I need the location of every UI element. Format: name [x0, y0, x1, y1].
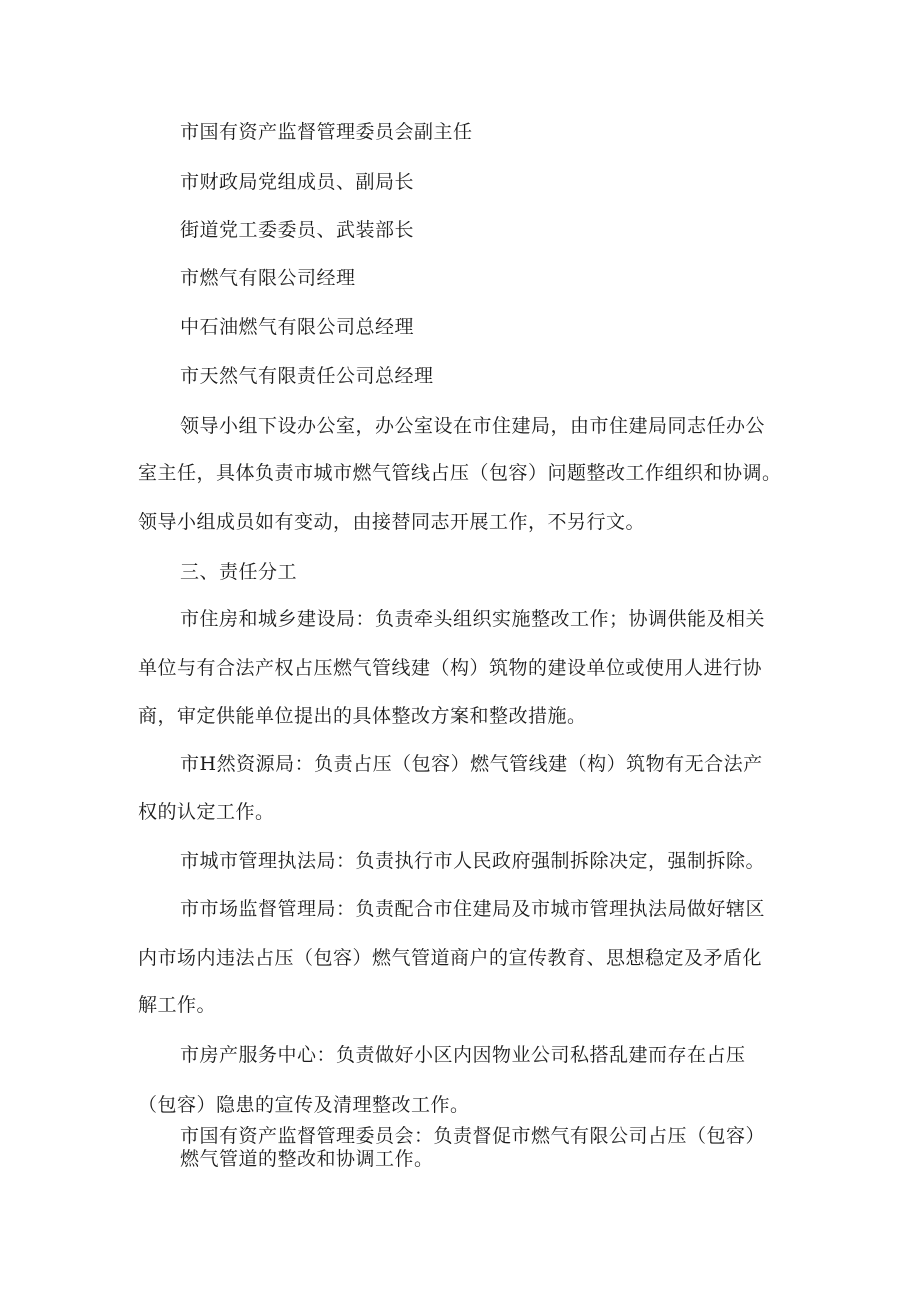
- paragraph-line: 领导小组成员如有变动，由接替同志开展工作，不另行文。: [138, 511, 646, 533]
- paragraph-line: 解工作。: [138, 994, 217, 1016]
- paragraph-line: 单位与有合法产权占压燃气管线建（构）筑物的建设单位或使用人进行协: [138, 657, 763, 679]
- paragraph-line: 权的认定工作。: [138, 801, 275, 823]
- paragraph-line: 市H然资源局：负责占压（包容）燃气管线建（构）筑物有无合法产: [180, 753, 763, 775]
- member-line: 街道党工委委员、武装部长: [180, 219, 415, 241]
- paragraph-line: 市市场监督管理局：负责配合市住建局及市城市管理执法局做好辖区: [180, 898, 766, 920]
- member-line: 市国有资产监督管理委员会副主任: [180, 121, 473, 143]
- paragraph-line: 市国有资产监督管理委员会：负责督促市燃气有限公司占压（包容）: [180, 1125, 766, 1147]
- paragraph-line: 室主任，具体负责市城市燃气管线占压（包容）问题整改工作组织和协调。: [138, 462, 782, 484]
- paragraph-line: 市房产服务中心：负责做好小区内因物业公司私搭乱建而存在占压: [180, 1044, 746, 1066]
- paragraph-line: 市住房和城乡建设局：负责牵头组织实施整改工作；协调供能及相关: [180, 608, 766, 630]
- member-line: 中石油燃气有限公司总经理: [180, 316, 415, 338]
- paragraph-line: （包容）隐患的宣传及清理整改工作。: [138, 1094, 470, 1116]
- member-line: 市财政局党组成员、副局长: [180, 171, 415, 193]
- paragraph-line: 领导小组下设办公室，办公室设在市住建局，由市住建局同志任办公: [180, 415, 766, 437]
- paragraph-line: 市城市管理执法局：负责执行市人民政府强制拆除决定，强制拆除。: [180, 850, 766, 872]
- member-line: 市天然气有限责任公司总经理: [180, 365, 434, 387]
- paragraph-line: 内市场内违法占压（包容）燃气管道商户的宣传教育、思想稳定及矛盾化: [138, 947, 763, 969]
- member-line: 市燃气有限公司经理: [180, 267, 356, 289]
- paragraph-line: 商，审定供能单位提出的具体整改方案和整改措施。: [138, 705, 587, 727]
- section-heading: 三、责任分工: [180, 561, 298, 583]
- paragraph-line: 燃气管道的整改和协调工作。: [180, 1148, 434, 1170]
